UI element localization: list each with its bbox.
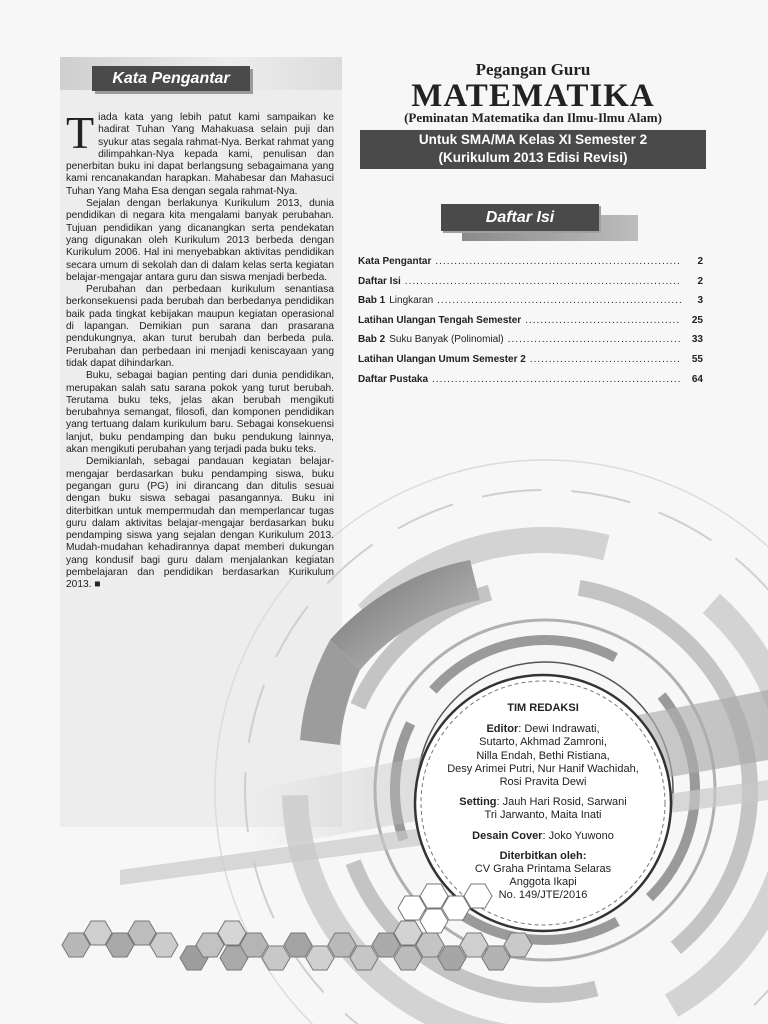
- kata-pengantar-body: [66, 107, 334, 592]
- toc-entry[interactable]: Latihan Ulangan Tengah Semester ..... 25: [358, 315, 703, 335]
- paragraph-2: Sejalan dengan berlakunya Kurikulum 2013, dunia pendidikan di negara kita mengalami banyak perubahan. Tujuan pendidikan yang dicanangkan serta pendekatan yang digunakan oleh Kurikulum 2013 berbeda dengan Kurikulum 2006. Hal ini menyebabkan aktivitas pendidikan secara umum di sekolah dan di dalam kelas serta kegiatan belajar-mengajar antara guru dan siswa menjadi berbeda.: [66, 198, 334, 283]
- tim-redaksi: [420, 702, 666, 910]
- paragraph-3: Perubahan dan perbedaan kurikulum senantiasa berkonsekuensi pada berubah dan berbedanya pendidikan baik pada tingkat kebijakan maupun kegiatan operasional di lapangan. Demikian pun sarana dan prasarana pendukungnya, akan turut berubah dan berbeda pula. Perubahan dan perbedaan ini menjadi keniscayaan yang tidak dapat dihindarkan.: [66, 284, 334, 369]
- kata-pengantar-heading: Kata Pengantar: [92, 66, 250, 91]
- book-peminatan: (Peminatan Matematika dan Ilmu-Ilmu Alam): [404, 110, 662, 125]
- toc-entry[interactable]: Bab 1 Lingkaran ..... 3: [358, 295, 703, 315]
- penerbit-block: Diterbitkan oleh: CV Graha Printama Selaras Anggota Ikapi No. 149/JTE/2016: [474, 849, 612, 902]
- book-subtitle: Pegangan Guru: [475, 60, 591, 79]
- toc-entry[interactable]: Kata Pengantar ..... 2: [358, 256, 703, 276]
- dropcap: T: [66, 107, 95, 158]
- book-title: MATEMATIKA: [411, 78, 655, 114]
- toc-entry[interactable]: Bab 2 Suku Banyak (Polinomial) ..... 33: [358, 334, 703, 354]
- book-level-box: [360, 130, 706, 169]
- paragraph-4: Buku, sebagai bagian penting dari dunia pendidikan, merupakan salah satu sarana pokok yang turut berubah. Terutama buku teks, jelas akan berubah mengikuti berubahnya semangat, filosofi, dan komponen pendidikan yang tertuang dalam kurikulum baru. Sebagai konsekuensi lanjut, buku pendamping dan buku pendukung lainnya, akan mengikuti perubahan yang terjadi pada buku teks.: [66, 370, 334, 456]
- book-level-line1: Untuk SMA/MA Kelas XI Semester 2: [418, 132, 648, 147]
- toc-entry[interactable]: Daftar Isi ..... 2: [358, 276, 703, 296]
- table-of-contents: [358, 256, 703, 393]
- tim-redaksi-heading: TIM REDAKSI: [507, 702, 579, 714]
- paragraph-1: Tiada kata yang lebih patut kami sampaikan ke hadirat Tuhan Yang Mahakuasa selain puji dan syukur atas segala rahmat-Nya. Berkat rahmat yang dilimpahkan-Nya kepada kami, penulisan dan penerbitan buku ini dapat berlangsung sebagaimana yang kami rencanakandan harapkan. Mahabesar dan Mahasuci Tuhan Yang Maha Esa dengan segala rahmat-Nya.: [66, 107, 334, 197]
- editor-block: Editor: Dewi Indrawati, Sutarto, Akhmad Zamroni, Nilla Endah, Bethi Ristiana, Desy Arimei Putri, Nur Hanif Wachidah, Rosi Pravita Dewi: [447, 723, 639, 789]
- desain-cover-block: Desain Cover: Joko Yuwono: [472, 829, 614, 842]
- toc-entry[interactable]: Daftar Pustaka ..... 64: [358, 374, 703, 394]
- book-level-line2: (Kurikulum 2013 Edisi Revisi): [438, 150, 628, 165]
- toc-entry[interactable]: Latihan Ulangan Umum Semester 2 ..... 55: [358, 354, 703, 374]
- setting-block: Setting: Jauh Hari Rosid, Sarwani Tri Jarwanto, Maita Inati: [459, 796, 627, 822]
- paragraph-5: Demikianlah, sebagai pandauan kegiatan belajar-mengajar berdasarkan buku pendamping siswa, buku pegangan guru (PG) ini dirancang dan ditulis sesuai dengan buku siswa sebagai pasangannya. Buku ini diterbitkan untuk mempermudah dan memperlancar tugas guru dalam aktivitas belajar-mengajar berdasarkan buku pendamping siswa yang sejalan dengan Kurikulum 2013. Mudah-mudahan kehadirannya dapat memberi dukungan yang kondusif bagi guru dalam menjalankan kegiatan pembelajaran dan pendidikan berdasarkan Kurikulum 2013. ■: [66, 456, 334, 591]
- daftar-isi-heading: Daftar Isi: [441, 204, 599, 231]
